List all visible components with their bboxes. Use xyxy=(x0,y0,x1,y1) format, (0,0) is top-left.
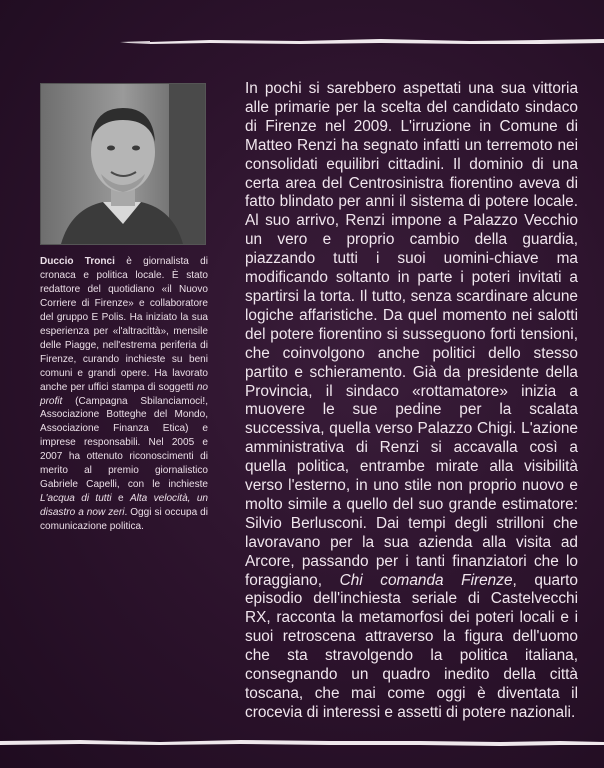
book-title: Chi comanda Firenze xyxy=(339,571,513,589)
author-bio: Duccio Tronci è giornalista di cronaca e politica locale. È stato redattore del quotidiano «il Nuovo Corriere di Firenze» e collaboratore del gruppo E Polis. Ha iniziato la sua esperienza per «l'altracittà», mensile delle Piagge, nell'estrema periferia di Firenze, curando inchieste su beni comuni e grandi opere. Ha lavorato anche per uffici stampa di soggetti no profit (Campagna Sbilanciamoci!, Associazione Botteghe del Mondo, Associazione Finanza Etica) e imprese responsabili. Nel 2005 e 2007 ha ottenuto riconoscimenti di merito al premio giornalistico Gabriele Capelli, con le inchieste L'acqua di tutti e Alta velocità, un disastro a now zeri. Oggi si occupa di comunicazione politica. xyxy=(40,256,209,533)
author-name: Duccio Tronci xyxy=(40,256,115,267)
author-portrait-icon xyxy=(41,84,205,244)
torn-paper-top xyxy=(0,34,604,48)
author-photo xyxy=(40,83,206,245)
torn-paper-bottom xyxy=(0,735,604,749)
blurb-text: In pochi si sarebbero aspettati una sua vittoria alle primarie per la scelta del candidato sindaco di Firenze nel 2009. L'irruzione in Comune di Matteo Renzi ha segnato infatti un terremoto nei consolidati equilibri cittadini. Il dominio di una certa area del Centrosinistra fiorentino aveva di fatto blindato per anni il sistema di potere locale. Al suo arrivo, Renzi impone a Palazzo Vecchio un vero e proprio cambio della guardia, piazzando tutti i suoi uomini-chiave ma modificando soltanto in parte i poteri invitati a spartirsi la torta. Il tutto, senza scardinare alcune logiche affaristiche. Da quel momento nei salotti del potere fiorentino si susseguono forti tensioni, che coinvolgono anche politici dello stesso partito e schieramento. Già da presidente della Provincia, il sindaco «rottamatore» inizia a muovere le sue pedine per la scalata successiva, quella verso Palazzo Chigi. L'azione amministrativa di Renzi si accavalla così a quella politica, entrambe mirate alla visibilità verso l'esterno, in uno stile non proprio nuovo e molto simile a quello del suo grande estimatore: Silvio Berlusconi. Dai tempi degli strilloni che lavoravano per la sua azienda alla visita ad Arcore, passando per i tanti finanziatori che lo foraggiano, Chi comanda Firenze, quarto episodio dell'inchiesta seriale di Castelvecchi RX, racconta la metamorfosi dei poteri locali e i suoi retroscena attraverso la figura dell'uomo che sta stravolgendo la politica italiana, consegnando un quadro inedito della città toscana, che mai come oggi è diventata il crocevia di interessi e assetti di potere nazionali. xyxy=(245,80,578,721)
